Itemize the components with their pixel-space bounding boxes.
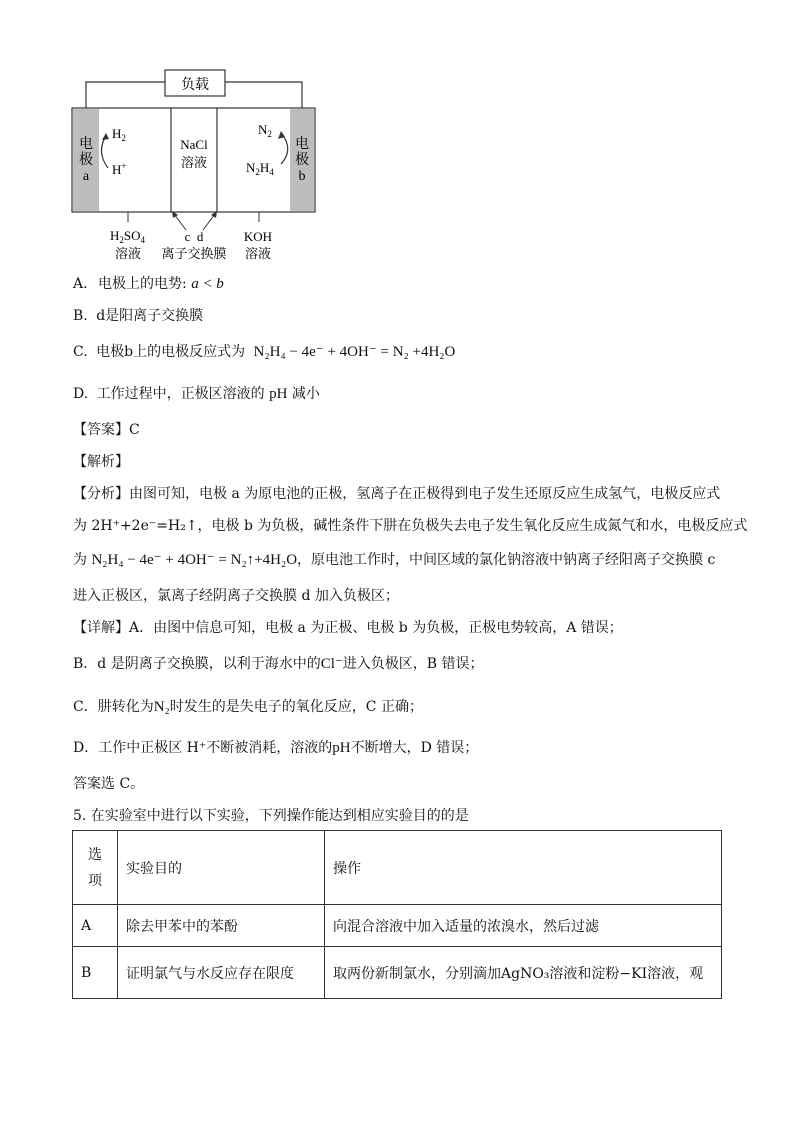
table-header-goal: 实验目的 bbox=[118, 831, 325, 905]
electrode-a-char-2: 极 bbox=[79, 153, 93, 168]
option-c-equation: N₂H₄ − 4e⁻ + 4OH⁻ = N₂ +4H₂O bbox=[253, 344, 456, 360]
table-cell-option: A bbox=[73, 905, 118, 947]
nacl-label-1: NaCl bbox=[180, 137, 208, 152]
details-line-d bbox=[73, 738, 478, 758]
question-5-table bbox=[72, 830, 722, 999]
analysis-heading: 【解析】 bbox=[73, 454, 129, 470]
electrode-a-char-3: a bbox=[82, 169, 90, 184]
table-cell-goal: 证明氯气与水反应存在限度 bbox=[118, 947, 325, 999]
n2-label: $N_2$ bbox=[258, 122, 272, 139]
details-text-d2: 不断增大，D 错误； bbox=[350, 740, 479, 756]
analysis-equation: N₂H₄ − 4e⁻ + 4OH⁻ = N₂↑+4H₂O bbox=[91, 552, 298, 568]
question-5-stem: 5. 在实验室中进行以下实验，下列操作能达到相应实验目的的是 bbox=[73, 808, 469, 824]
h2-label: $H_2$ bbox=[112, 126, 126, 143]
electrolysis-cell-diagram bbox=[60, 60, 340, 270]
table-row bbox=[73, 905, 722, 947]
n2h4-label: $N_2H_4$ bbox=[246, 160, 274, 177]
details-text-c2: 时发生的是失电子的氧化反应，C 正确； bbox=[169, 699, 423, 715]
table-cell-goal: 除去甲苯中的苯酚 bbox=[118, 905, 325, 947]
electrode-a-char-1: 电 bbox=[79, 137, 93, 152]
option-b-label: B. bbox=[73, 308, 88, 324]
option-c bbox=[73, 342, 455, 362]
option-a-text: 电极上的电势: bbox=[98, 276, 187, 292]
membrane-label: 离子交换膜 bbox=[161, 246, 227, 261]
cd-label: c d bbox=[184, 229, 204, 244]
electrode-b-char-3: b bbox=[298, 169, 306, 184]
option-c-text: 电极b上的电极反应式为 bbox=[96, 344, 246, 360]
details-line-a bbox=[73, 618, 623, 638]
electrode-b-char-1: 电 bbox=[295, 137, 309, 152]
table-cell-operation: 取两份新制氯水，分别滴加AgNO₃溶液和淀粉−KI溶液，观 bbox=[325, 947, 722, 999]
option-d-text-1: 工作过程中，正极区溶液的 bbox=[96, 386, 265, 402]
option-d-text-2: 减小 bbox=[291, 386, 320, 402]
analysis-line-3 bbox=[73, 550, 715, 570]
option-a-label: A. bbox=[73, 276, 88, 292]
analysis-line-4: 进入正极区，氯离子经阴离子交换膜 d 加入负极区； bbox=[73, 588, 399, 604]
details-text-b2: 进入负极区，B 错误； bbox=[342, 656, 484, 672]
option-a bbox=[73, 274, 224, 294]
table-header-row bbox=[73, 831, 722, 905]
analysis-line-1 bbox=[73, 484, 720, 504]
details-text-a: A．由图中信息可知，电极 a 为正极、电极 b 为负极，正极电势较高，A 错误； bbox=[129, 620, 623, 636]
answer-value: C bbox=[129, 422, 140, 438]
load-label: 负载 bbox=[181, 78, 209, 93]
details-tag: 【详解】 bbox=[73, 620, 129, 636]
option-a-math: a < b bbox=[191, 276, 224, 292]
answer-tag: 【答案】 bbox=[73, 422, 129, 438]
option-d bbox=[73, 384, 320, 404]
answer-line bbox=[73, 420, 140, 440]
table-cell-operation: 向混合溶液中加入适量的浓溴水，然后过滤 bbox=[325, 905, 722, 947]
details-line-b bbox=[73, 654, 484, 674]
right-solution-label-1: KOH bbox=[243, 229, 273, 244]
analysis-text-3a: 为 bbox=[73, 552, 87, 568]
details-text-d1: D．工作中正极区 H⁺不断被消耗，溶液的 bbox=[73, 740, 333, 756]
nacl-label-2: 溶液 bbox=[180, 155, 208, 170]
table-row bbox=[73, 947, 722, 999]
details-n2: N₂ bbox=[153, 699, 170, 715]
analysis-text-3b: ，原电池工作时，中间区域的氯化钠溶液中钠离子经阳离子交换膜 c bbox=[297, 552, 716, 568]
right-solution-label-2: 溶液 bbox=[244, 246, 272, 261]
analysis-text-1: 由图可知，电极 a 为原电池的正极，氢离子在正极得到电子发生还原反应生成氢气，电极反应式 bbox=[129, 486, 721, 502]
hplus-label: H+ bbox=[112, 161, 127, 177]
table-header-operation: 操作 bbox=[325, 831, 722, 905]
details-text-b1: B．d 是阴离子交换膜，以利于海水中的 bbox=[73, 656, 321, 672]
table-header-option: 选项 bbox=[73, 831, 118, 905]
analysis-line-2: 为 2H⁺+2e⁻=H₂↑，电极 b 为负极，碱性条件下肼在负极失去电子发生氧化反应生成氮气和水，电极反应式 bbox=[73, 518, 748, 534]
details-text-c1: C．肼转化为 bbox=[73, 699, 154, 715]
table-cell-option: B bbox=[73, 947, 118, 999]
analysis-tag: 【分析】 bbox=[73, 486, 129, 502]
option-d-ph: pH bbox=[269, 386, 288, 402]
left-solution-label-1: $H_2SO_4$ bbox=[110, 228, 146, 245]
left-solution-label-2: 溶液 bbox=[114, 246, 142, 261]
option-d-label: D. bbox=[73, 386, 89, 402]
details-line-c bbox=[73, 697, 423, 717]
option-b bbox=[73, 306, 203, 326]
details-ph: pH bbox=[332, 740, 351, 756]
details-final: 答案选 C。 bbox=[73, 776, 145, 792]
details-cl: Cl⁻ bbox=[320, 656, 343, 672]
option-c-label: C. bbox=[73, 344, 88, 360]
option-b-text: d是阳离子交换膜 bbox=[96, 308, 204, 324]
electrode-b-char-2: 极 bbox=[295, 153, 309, 168]
